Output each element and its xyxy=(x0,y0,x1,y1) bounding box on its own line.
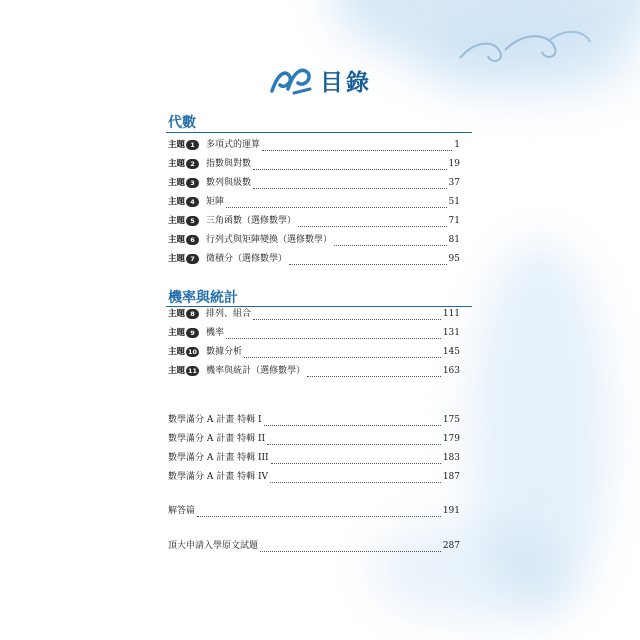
toc-list-exam xyxy=(168,538,460,557)
page-number: 37 xyxy=(448,178,460,188)
page-number: 1 xyxy=(454,140,460,150)
page-number: 71 xyxy=(448,216,460,226)
leader-dots xyxy=(226,337,441,339)
page-number: 95 xyxy=(448,254,460,264)
toc-list-probability xyxy=(168,306,460,382)
entry-label: 行列式與矩陣變換（選修數學） xyxy=(206,235,333,245)
topic-badge: 主題 1 xyxy=(168,138,199,150)
entry-label: 數學滿分 A 計畫 特輯 IV xyxy=(168,472,268,482)
toc-entry[interactable] xyxy=(168,306,460,325)
entry-label: 頂大申請入學原文試題 xyxy=(168,541,259,551)
entry-label: 數學滿分 A 計畫 特輯 II xyxy=(168,434,266,444)
page-title: 目錄 xyxy=(320,69,372,96)
toc-list-answers xyxy=(168,503,460,522)
toc-list-extras xyxy=(168,412,460,488)
toc-entry[interactable] xyxy=(168,503,460,522)
page-number: 179 xyxy=(442,434,460,444)
toc-list-algebra xyxy=(168,137,460,270)
page-number: 187 xyxy=(442,472,460,482)
toc-entry[interactable] xyxy=(168,156,460,175)
toc-entry[interactable] xyxy=(168,538,460,557)
leader-dots xyxy=(262,149,452,151)
page-number: 81 xyxy=(448,235,460,245)
watercolor-wash xyxy=(370,520,570,620)
topic-badge: 主題 8 xyxy=(168,307,199,319)
leader-dots xyxy=(334,244,447,246)
leader-dots xyxy=(253,318,441,320)
leader-dots xyxy=(260,550,441,552)
toc-entry[interactable] xyxy=(168,251,460,270)
entry-label: 機率與統計（選修數學） xyxy=(206,366,306,376)
topic-badge: 主題 10 xyxy=(168,347,198,357)
toc-entry[interactable] xyxy=(168,194,460,213)
toc-entry[interactable] xyxy=(168,232,460,251)
section-title-probability: 機率與統計 xyxy=(168,290,238,306)
entry-label: 數列與級數 xyxy=(206,178,252,188)
page-number: 131 xyxy=(442,328,460,338)
page-number: 51 xyxy=(448,197,460,207)
entry-label: 解答篇 xyxy=(168,506,196,516)
page-number: 145 xyxy=(442,347,460,357)
page-number: 163 xyxy=(442,366,460,376)
entry-label: 數學滿分 A 計畫 特輯 III xyxy=(168,453,269,463)
entry-label: 數學滿分 A 計畫 特輯 I xyxy=(168,415,262,425)
topic-badge: 主題 2 xyxy=(168,157,199,169)
entry-label: 微積分（選修數學） xyxy=(206,254,288,264)
toc-entry[interactable] xyxy=(168,344,460,363)
leader-dots xyxy=(244,356,441,358)
page-number: 111 xyxy=(442,309,460,319)
topic-badge: 主題 11 xyxy=(168,366,198,376)
toc-entry[interactable] xyxy=(168,175,460,194)
topic-badge: 主題 3 xyxy=(168,176,199,188)
title-row xyxy=(0,60,640,100)
toc-entry[interactable] xyxy=(168,137,460,156)
section-title-algebra: 代數 xyxy=(168,115,196,131)
topic-badge: 主題 6 xyxy=(168,233,199,245)
section-divider xyxy=(166,132,472,133)
entry-label: 多項式的運算 xyxy=(206,140,261,150)
entry-label: 三角函數（選修數學） xyxy=(206,216,297,226)
page-number: 19 xyxy=(448,159,460,169)
page-number: 175 xyxy=(442,415,460,425)
leader-dots xyxy=(197,515,441,517)
entry-label: 指數與對數 xyxy=(206,159,252,169)
toc-entry[interactable] xyxy=(168,325,460,344)
topic-badge: 主題 7 xyxy=(168,252,199,264)
leader-dots xyxy=(271,462,441,464)
topic-badge: 主題 5 xyxy=(168,214,199,226)
page-number: 183 xyxy=(442,453,460,463)
leader-dots xyxy=(307,375,441,377)
entry-label: 排列、組合 xyxy=(206,309,252,319)
toc-entry[interactable] xyxy=(168,412,460,431)
leader-dots xyxy=(298,225,447,227)
topic-badge: 主題 4 xyxy=(168,195,199,207)
page-number: 191 xyxy=(442,506,460,516)
entry-label: 矩陣 xyxy=(206,197,225,207)
page-number: 287 xyxy=(442,541,460,551)
topic-badge: 主題 9 xyxy=(168,326,199,338)
entry-label: 數據分析 xyxy=(206,347,243,357)
leader-dots xyxy=(226,206,447,208)
leader-dots xyxy=(270,481,441,483)
leader-dots xyxy=(267,443,441,445)
toc-entry[interactable] xyxy=(168,450,460,469)
entry-label: 機率 xyxy=(206,328,225,338)
toc-entry[interactable] xyxy=(168,469,460,488)
toc-entry[interactable] xyxy=(168,363,460,382)
toc-entry[interactable] xyxy=(168,213,460,232)
leader-dots xyxy=(253,168,447,170)
toc-entry[interactable] xyxy=(168,431,460,450)
leader-dots xyxy=(264,424,441,426)
brush-calligraphy-icon xyxy=(268,63,314,97)
leader-dots xyxy=(253,187,447,189)
leader-dots xyxy=(289,263,447,265)
